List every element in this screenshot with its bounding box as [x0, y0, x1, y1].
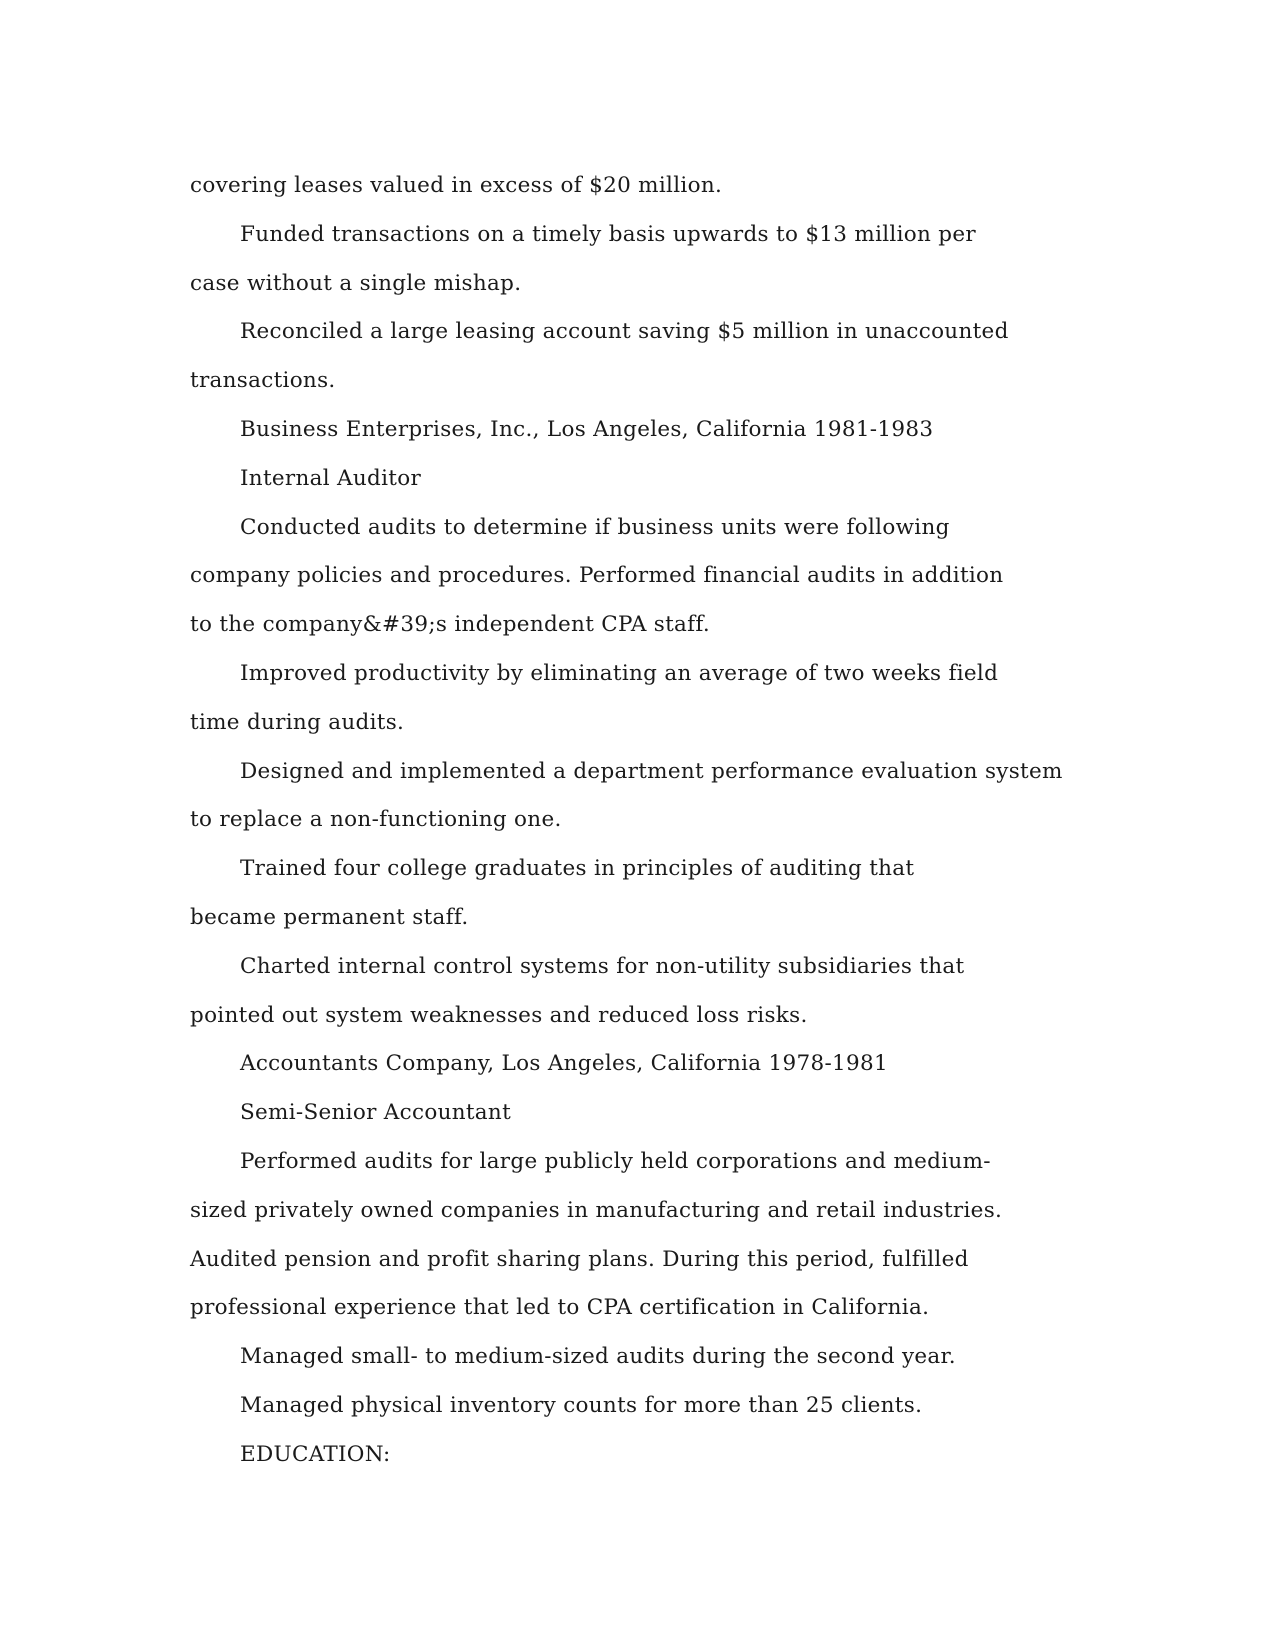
- employer-heading: Accountants Company, Los Angeles, California 1978-1981: [240, 1051, 888, 1077]
- text-line: covering leases valued in excess of $20 million.: [190, 173, 723, 198]
- text-line: transactions.: [190, 368, 336, 394]
- document-body: [190, 162, 1090, 1480]
- text-line: sized privately owned companies in manufacturing and retail industries.: [190, 1197, 1003, 1223]
- text-line: Charted internal control systems for non-utility subsidiaries that: [240, 953, 965, 979]
- text-line: pointed out system weaknesses and reduced loss risks.: [190, 1002, 808, 1028]
- text-line: became permanent staff.: [190, 904, 469, 930]
- employer-heading: Business Enterprises, Inc., Los Angeles, California 1981-1983: [240, 416, 934, 442]
- text-line: Designed and implemented a department performance evaluation system: [240, 758, 1063, 784]
- job-title: Semi-Senior Accountant: [240, 1100, 512, 1126]
- text-line: professional experience that led to CPA certification in California.: [190, 1295, 930, 1321]
- text-line: Funded transactions on a timely basis upwards to $13 million per: [240, 221, 976, 247]
- job-title: Internal Auditor: [240, 465, 422, 491]
- text-line: Reconciled a large leasing account saving $5 million in unaccounted: [240, 319, 1009, 345]
- section-heading-education: EDUCATION:: [240, 1441, 391, 1467]
- text-line: Managed physical inventory counts for more than 25 clients.: [240, 1392, 923, 1418]
- text-line: company policies and procedures. Performed financial audits in addition: [190, 563, 1004, 589]
- text-line: Improved productivity by eliminating an average of two weeks field: [240, 660, 999, 686]
- text-line: Conducted audits to determine if business units were following: [240, 514, 950, 540]
- text-line: to the company&#39;s independent CPA staff.: [190, 612, 711, 638]
- text-line: Audited pension and profit sharing plans. During this period, fulfilled: [190, 1246, 969, 1272]
- text-line: case without a single mishap.: [190, 270, 522, 296]
- text-line: to replace a non-functioning one.: [190, 807, 562, 833]
- text-line: time during audits.: [190, 709, 405, 735]
- text-line: Trained four college graduates in principles of auditing that: [240, 856, 915, 882]
- text-line: Performed audits for large publicly held corporations and medium-: [240, 1148, 991, 1174]
- text-line: Managed small- to medium-sized audits during the second year.: [240, 1344, 956, 1370]
